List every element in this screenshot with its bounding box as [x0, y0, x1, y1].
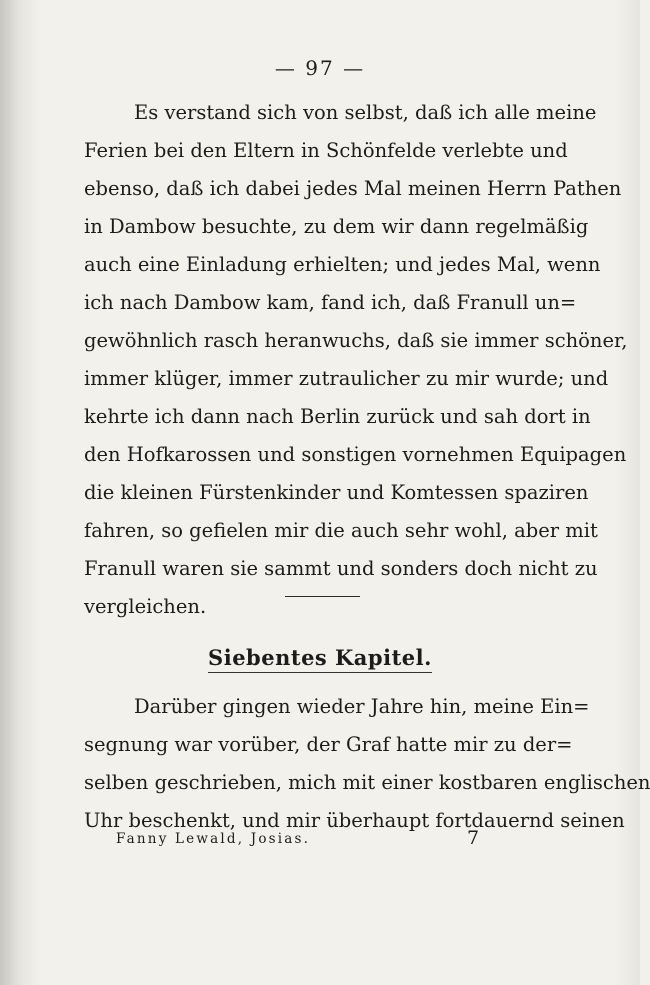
- text-line: auch eine Einladung erhielten; und jedes Mal, wenn: [84, 253, 601, 276]
- paragraph-1: [84, 94, 628, 626]
- paragraph-2: [84, 688, 650, 840]
- text-line: Ferien bei den Eltern in Schönfelde verlebte und: [84, 139, 568, 162]
- chapter-heading: [0, 645, 640, 673]
- text-line: Es verstand sich von selbst, daß ich alle meine: [134, 101, 597, 124]
- text-line: den Hofkarossen und sonstigen vornehmen Equipagen: [84, 443, 627, 466]
- text-line: selben geschrieben, mich mit einer kostbaren englischen: [84, 771, 650, 794]
- text-line: ebenso, daß ich dabei jedes Mal meinen Herrn Pathen: [84, 177, 622, 200]
- text-line: in Dambow besuchte, zu dem wir dann regelmäßig: [84, 215, 589, 238]
- text-line: die kleinen Fürstenkinder und Komtessen spaziren: [84, 481, 589, 504]
- text-line: kehrte ich dann nach Berlin zurück und sah dort in: [84, 405, 591, 428]
- text-line: fahren, so gefielen mir die auch sehr wohl, aber mit: [84, 519, 598, 542]
- text-line: Uhr beschenkt, und mir überhaupt fortdauernd seinen: [84, 809, 625, 832]
- text-line: ich nach Dambow kam, fand ich, daß Franull un=: [84, 291, 577, 314]
- sheet-number: 7: [467, 827, 480, 849]
- page-number: — 97 —: [274, 56, 366, 80]
- text-line: Franull waren sie sammt und sonders doch nicht zu: [84, 557, 598, 580]
- text-line: gewöhnlich rasch heranwuchs, daß sie immer schöner,: [84, 329, 628, 352]
- text-line: segnung war vorüber, der Graf hatte mir zu der=: [84, 733, 573, 756]
- section-divider: [285, 596, 360, 597]
- text-line: immer klüger, immer zutraulicher zu mir wurde; und: [84, 367, 609, 390]
- footer-signature: Fanny Lewald, Josias.: [116, 831, 311, 847]
- text-line: Darüber gingen wieder Jahre hin, meine Ein=: [134, 695, 590, 718]
- chapter-title: Siebentes Kapitel.: [208, 645, 432, 673]
- text-line: vergleichen.: [84, 595, 207, 618]
